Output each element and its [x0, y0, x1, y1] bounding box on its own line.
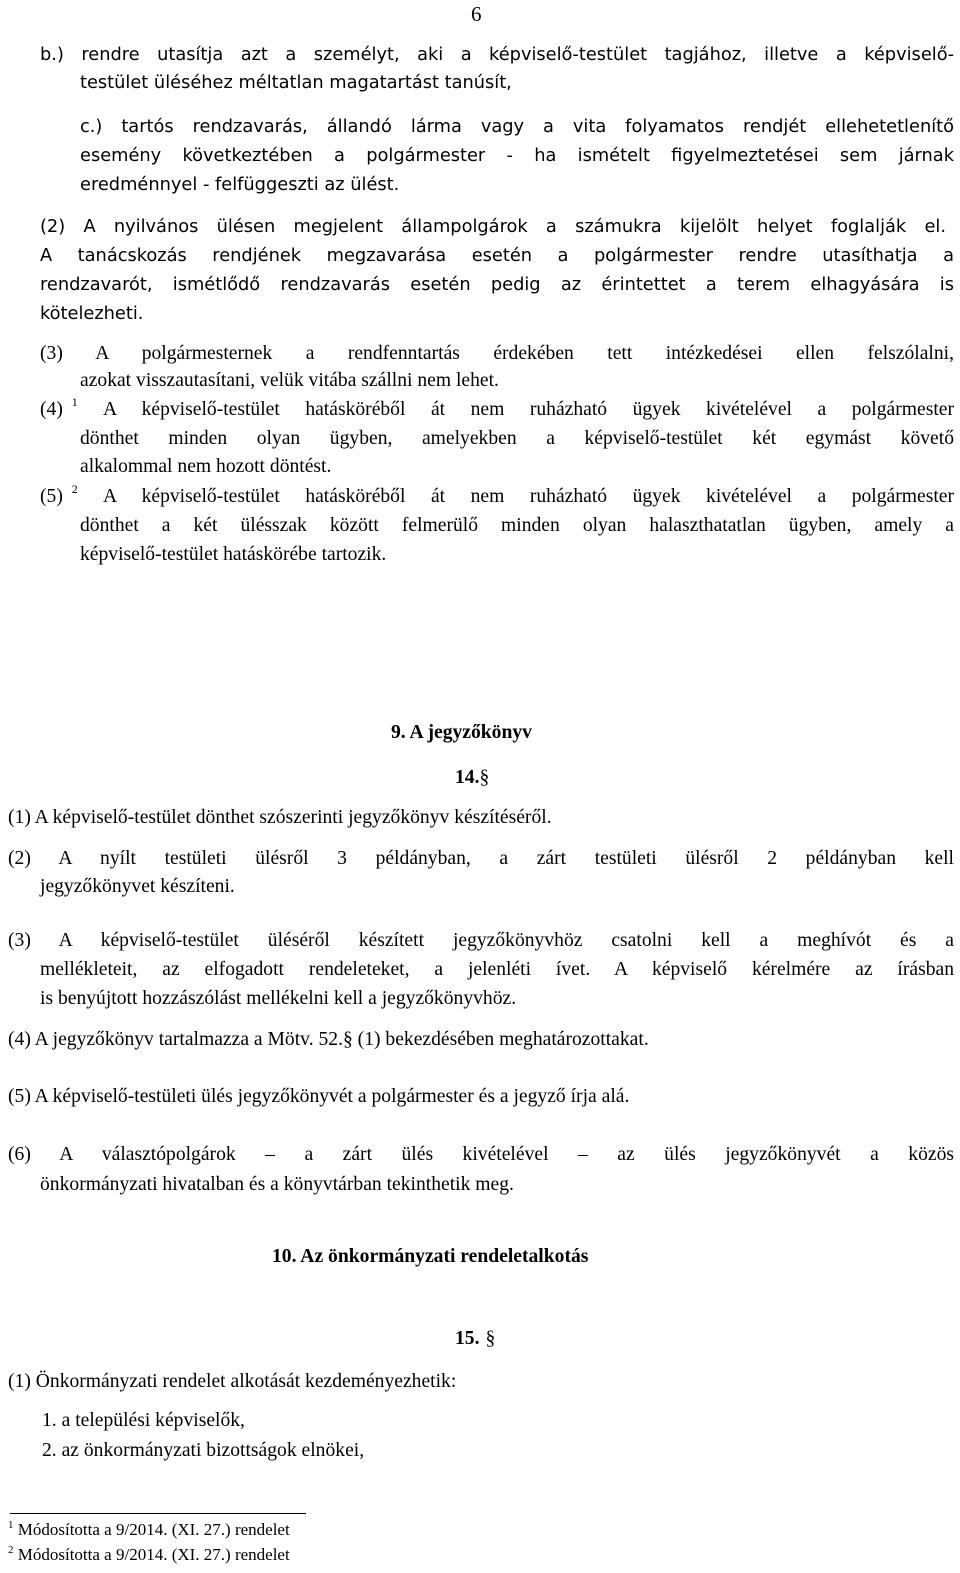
s10-list-item-2: 2. az önkormányzati bizottságok elnökei, [42, 1440, 365, 1461]
s9-para-6-line2: önkormányzati hivatalban és a könyvtárban tekinthetik meg. [40, 1174, 514, 1195]
s9-para-1: (1) A képviselő-testület dönthet szószerinti jegyzőkönyv készítéséről. [8, 807, 552, 828]
para-4-line3: alkalommal nem hozott döntést. [80, 456, 332, 477]
item-c-line3: eredménnyel - felfüggeszti az ülést. [80, 174, 400, 195]
para-4-line2: dönthet minden olyan ügyben, amelyekben a képviselő-testület két egymást követő [80, 428, 954, 449]
s9-para-2-line1: (2) A nyílt testületi ülésről 3 példányban, a zárt testületi ülésről 2 példányban kell [8, 848, 954, 869]
para-2-line3: rendzavarót, ismétlődő rendzavarás esetén pedig az érintettet a terem elhagyására is [40, 274, 954, 295]
s9-para-6-line1: (6) A választópolgárok – a zárt ülés kivételével – az ülés jegyzőkönyvét a közös [8, 1144, 954, 1165]
para-5-line3: képviselő-testület hatáskörébe tartozik. [80, 544, 387, 565]
para-4-number: (4) [40, 399, 63, 420]
page-number: 6 [471, 2, 482, 26]
para-3-line1: (3) A polgármesternek a rendfenntartás érdekében tett intézkedései ellen felszólalni, [40, 343, 954, 364]
para-5-line1: A képviselő-testület hatásköréből át nem ruházható ügyek kivételével a polgármester [103, 486, 954, 507]
item-c-line1: c.) tartós rendzavarás, állandó lárma vagy a vita folyamatos rendjét ellehetetlenítő [80, 116, 954, 137]
s9-para-5: (5) A képviselő-testületi ülés jegyzőkönyvét a polgármester és a jegyző írja alá. [8, 1086, 630, 1107]
s9-para-3-line1: (3) A képviselő-testület üléséről készített jegyzőkönyvhöz csatolni kell a meghívót és a [8, 930, 954, 951]
para-4-line1: A képviselő-testület hatásköréből át nem ruházható ügyek kivételével a polgármester [103, 399, 954, 420]
section-10-paragraph-number [455, 1328, 495, 1350]
footnote-ref-2: 2 [71, 482, 78, 496]
s9-para-3-line2: mellékleteit, az elfogadott rendeleteket, a jelenléti ívet. A képviselő kérelmére az írásban [40, 959, 954, 980]
footnote-1-text: Módosította a 9/2014. (XI. 27.) rendelet [17, 1520, 290, 1539]
para-5-line2: dönthet a két ülésszak között felmerülő minden olyan halaszthatatlan ügyben, amely a [80, 515, 954, 536]
item-c-line2: esemény következtében a polgármester - ha ismételt figyelmeztetései sem járnak [80, 145, 954, 166]
paragraph-14-number: 14. [455, 767, 480, 788]
footnote-separator [10, 1513, 306, 1514]
footnote-2-mark: 2 [8, 1544, 14, 1556]
para-2-line2: A tanácskozás rendjének megzavarása esetén a polgármester rendre utasíthatja a [40, 245, 954, 266]
para-5-number: (5) [40, 486, 63, 507]
item-b-line2: testület üléséhez méltatlan magatartást tanúsít, [80, 72, 512, 93]
paragraph-sign: § [479, 767, 490, 788]
para-4-label [40, 395, 78, 421]
para-2-line4: kötelezheti. [40, 303, 144, 324]
footnote-1 [8, 1520, 290, 1540]
paragraph-sign: § [485, 1328, 496, 1349]
para-3-line2: azokat visszautasítani, velük vitába szállni nem lehet. [80, 370, 499, 391]
footnote-ref-1: 1 [71, 395, 78, 409]
s9-para-4: (4) A jegyzőkönyv tartalmazza a Mötv. 52.§ (1) bekezdésében meghatározottakat. [8, 1029, 649, 1050]
s10-list-item-1: 1. a települési képviselők, [42, 1410, 245, 1431]
para-2-line1: (2) A nyilvános ülésen megjelent állampolgárok a számukra kijelölt helyet foglalják el. [40, 216, 946, 237]
footnote-1-mark: 1 [8, 1519, 14, 1531]
s10-para-1: (1) Önkormányzati rendelet alkotását kezdeményezhetik: [8, 1371, 457, 1392]
footnote-2 [8, 1545, 290, 1565]
section-9-heading: 9. A jegyzőkönyv [391, 722, 532, 743]
s9-para-3-line3: is benyújtott hozzászólást mellékelni kell a jegyzőkönyvhöz. [40, 988, 517, 1009]
para-5-label [40, 482, 78, 508]
paragraph-15-number: 15. [455, 1328, 480, 1349]
section-9-paragraph-number [455, 767, 489, 789]
footnote-2-text: Módosította a 9/2014. (XI. 27.) rendelet [17, 1545, 290, 1564]
section-10-heading: 10. Az önkormányzati rendeletalkotás [272, 1246, 589, 1267]
s9-para-2-line2: jegyzőkönyvet készíteni. [40, 876, 235, 897]
item-b-line1: b.) rendre utasítja azt a személyt, aki a képviselő-testület tagjához, illetve a képviselő- [40, 44, 954, 65]
